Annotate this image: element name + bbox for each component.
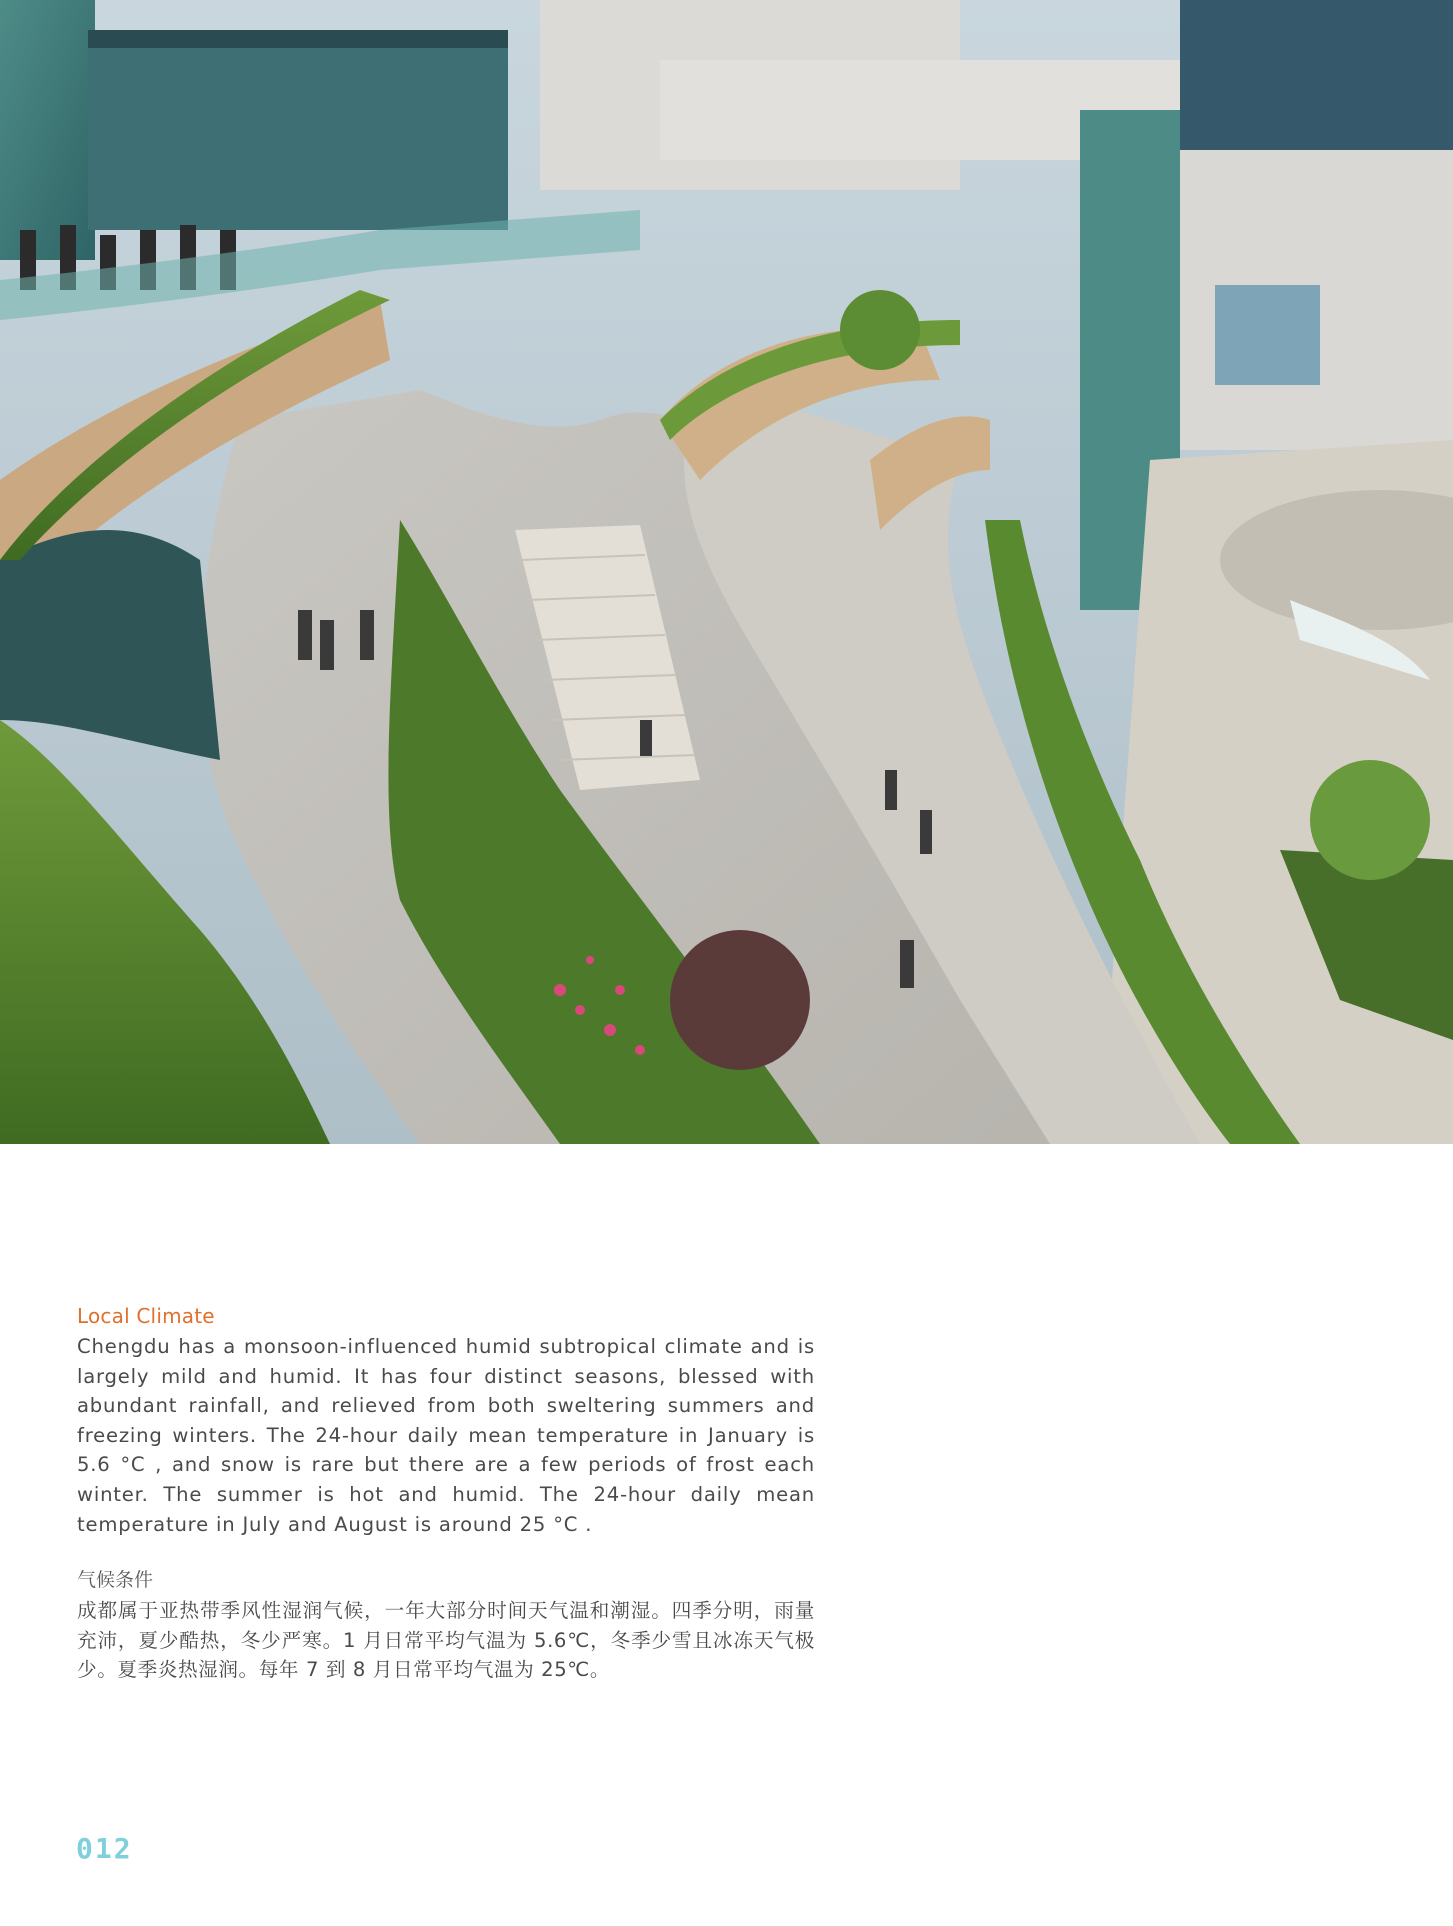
section-title-cn: 气候条件 (77, 1569, 154, 1592)
body-text-en: Chengdu has a monsoon-influenced humid subtropical climate and is largely mild and humid. It has four distinct seasons, blessed with abundant rainfall, and relieved from both sweltering summers and freezing winters. The 24-hour daily mean temperature in January is 5.6 °C , and snow is rare but there are a few periods of frost each winter. The summer is hot and humid. The 24-hour daily mean temperature in July and August is around 25 °C . (77, 1335, 815, 1536)
page-number: 012 (76, 1832, 133, 1865)
section-title-en: Local Climate (77, 1304, 215, 1328)
climate-article (77, 1304, 815, 1685)
body-text-cn: 成都属于亚热带季风性湿润气候，一年大部分时间天气温和潮湿。四季分明，雨量充沛，夏少酷热，冬少严寒。1 月日常平均气温为 5.6℃，冬季少雪且冰冻天气极少。夏季炎热湿润。每年 7 到 8 月日常平均气温为 25℃。 (77, 1599, 815, 1682)
